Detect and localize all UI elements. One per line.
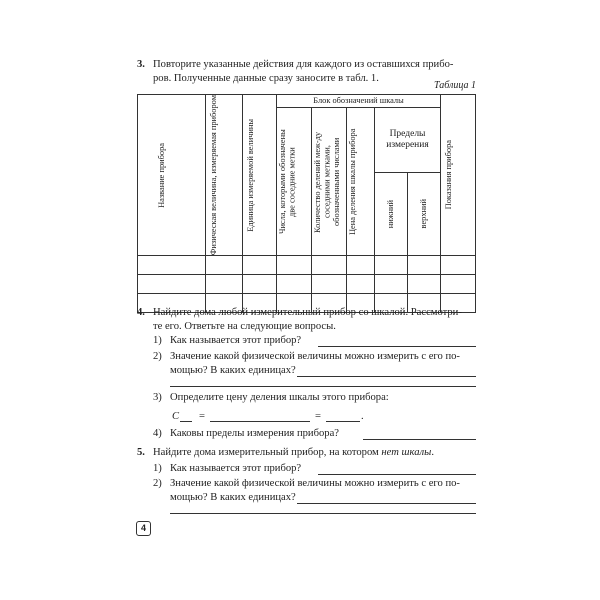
task-5-q1-text: Как называется этот прибор?	[170, 463, 302, 474]
answer-line[interactable]	[170, 513, 476, 514]
table-cell[interactable]	[375, 275, 408, 294]
answer-line[interactable]	[318, 346, 476, 347]
task-5-q2-number: 2)	[153, 478, 162, 489]
formula-blank-fraction[interactable]	[210, 421, 310, 422]
answer-line[interactable]	[170, 386, 476, 387]
task-4-number: 4.	[137, 307, 145, 318]
task-4-q2-number: 2)	[153, 351, 162, 362]
formula-blank-subscript[interactable]	[180, 421, 192, 422]
task-4-q3-text: Определите цену деления шкалы этого прибора:	[170, 392, 389, 403]
task-4-q1-number: 1)	[153, 335, 162, 346]
col-header-quantity: Физическая величина, измеряемая прибором	[206, 95, 243, 256]
col-header-limits: Пределы измерения	[375, 108, 441, 173]
table-row	[138, 275, 476, 294]
col-header-numbers: Числа, которыми обозначены две соседние метки	[277, 108, 312, 256]
table-cell[interactable]	[243, 275, 277, 294]
task-3-line-2: ров. Полученные данные сразу заносите в табл. 1.	[153, 73, 379, 84]
col-header-unit: Единица измеряемой величины	[243, 95, 277, 256]
answer-line[interactable]	[297, 376, 476, 377]
task-5-q2-line-1: Значение какой физической величины можно измерить с его по-	[170, 478, 460, 489]
task-4-q3-number: 3)	[153, 392, 162, 403]
table-cell[interactable]	[243, 256, 277, 275]
col-header-name: Название прибора	[138, 95, 206, 256]
table-cell[interactable]	[347, 256, 375, 275]
table-cell[interactable]	[408, 256, 441, 275]
table-cell[interactable]	[441, 256, 476, 275]
answer-line[interactable]	[318, 474, 476, 475]
task-4-line-1: Найдите дома любой измерительный прибор со шкалой. Рассмотри-	[153, 307, 462, 318]
task-4-line-2: те его. Ответьте на следующие вопросы.	[153, 321, 336, 332]
page-number: 4	[136, 521, 151, 536]
table-cell[interactable]	[312, 256, 347, 275]
table-cell[interactable]	[138, 275, 206, 294]
emphasis-no-scale: нет шкалы	[381, 447, 432, 458]
task-4-q1-text: Как называется этот прибор?	[170, 335, 302, 346]
task-3-number: 3.	[137, 59, 145, 70]
table-cell[interactable]	[312, 275, 347, 294]
col-header-reading: Показания прибора	[441, 95, 476, 256]
task-4-q2-line-1: Значение какой физической величины можно измерить с его по-	[170, 351, 460, 362]
task-4-q2-line-2: мощью? В каких единицах?	[170, 365, 296, 376]
table-cell[interactable]	[138, 256, 206, 275]
task-5-line-1: Найдите дома измерительный прибор, на котором нет шкалы.	[153, 447, 434, 458]
col-header-lower: нижний	[375, 173, 408, 256]
task-5-number: 5.	[137, 447, 145, 458]
table-cell[interactable]	[277, 275, 312, 294]
col-header-price: Цена деления шкалы прибора	[347, 108, 375, 256]
task-5-q1-number: 1)	[153, 463, 162, 474]
task-4-q4-number: 4)	[153, 428, 162, 439]
table-cell[interactable]	[206, 256, 243, 275]
formula-period: .	[361, 411, 364, 422]
table-cell[interactable]	[375, 256, 408, 275]
answer-line[interactable]	[297, 503, 476, 504]
col-header-upper: верхний	[408, 173, 441, 256]
col-header-divisions: Количество делений меж-ду соседними метками, обозначенными числами	[312, 108, 347, 256]
formula-blank-result[interactable]	[326, 421, 360, 422]
task-4-q4-text: Каковы пределы измерения прибора?	[170, 428, 339, 439]
measurement-table	[137, 94, 476, 313]
formula-c: C	[172, 411, 180, 422]
table-cell[interactable]	[408, 275, 441, 294]
task-3-line-1: Повторите указанные действия для каждого из оставшихся прибо-	[153, 59, 454, 70]
table-cell[interactable]	[347, 275, 375, 294]
col-header-scale-block: Блок обозначений шкалы	[277, 95, 441, 108]
table-cell[interactable]	[277, 256, 312, 275]
table-caption: Таблица 1	[434, 80, 476, 91]
task-5-q2-line-2: мощью? В каких единицах?	[170, 492, 296, 503]
formula-equals: =	[199, 411, 205, 422]
formula-equals: =	[315, 411, 321, 422]
answer-line[interactable]	[363, 439, 476, 440]
table-cell[interactable]	[441, 275, 476, 294]
table-row	[138, 256, 476, 275]
table-cell[interactable]	[206, 275, 243, 294]
